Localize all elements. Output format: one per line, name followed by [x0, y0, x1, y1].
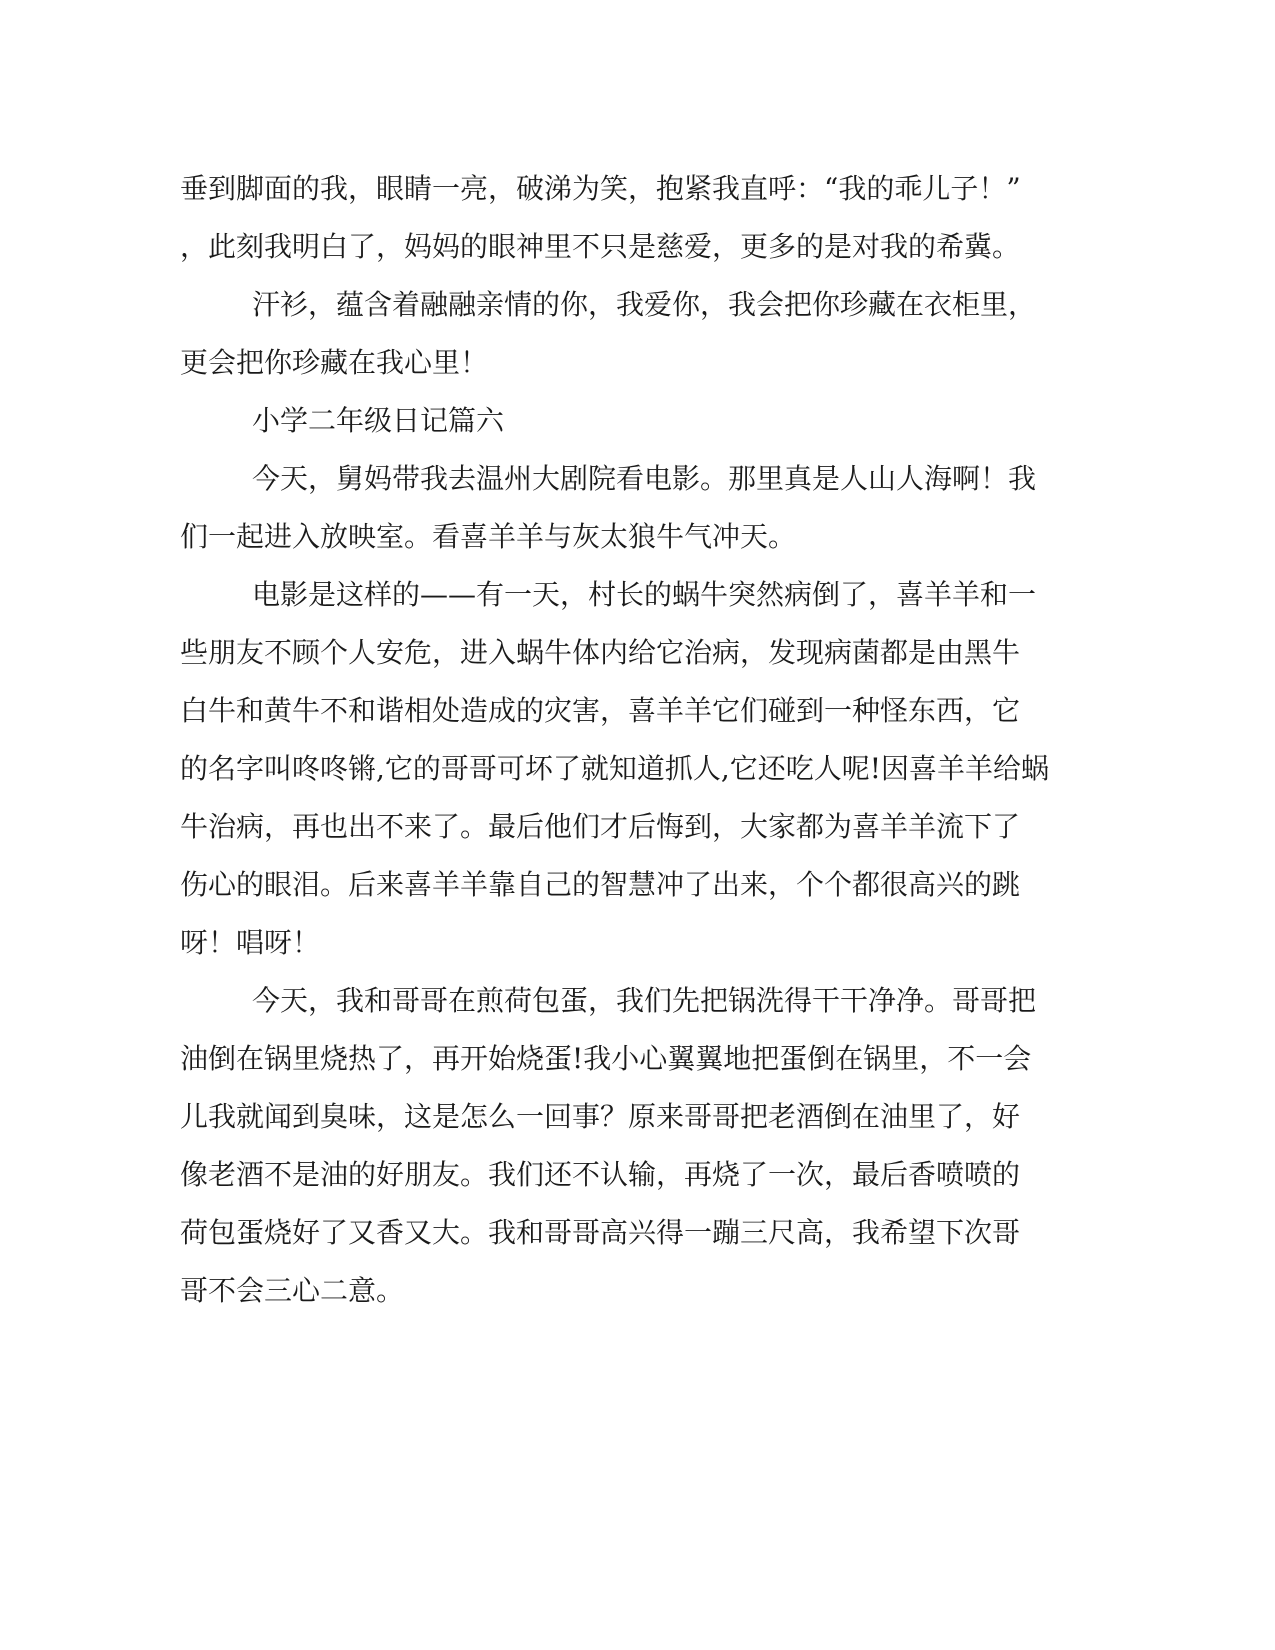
- text-line: ，此刻我明白了，妈妈的眼神里不只是慈爱，更多的是对我的希冀。: [180, 230, 1021, 263]
- text-line: 白牛和黄牛不和谐相处造成的灾害，喜羊羊它们碰到一种怪东西，它: [180, 694, 1021, 727]
- text-line: 儿我就闻到臭味，这是怎么一回事？原来哥哥把老酒倒在油里了，好: [180, 1100, 1021, 1133]
- text-line: 像老酒不是油的好朋友。我们还不认输，再烧了一次，最后香喷喷的: [180, 1158, 1021, 1191]
- text-line: 牛治病，再也出不来了。最后他们才后悔到，大家都为喜羊羊流下了: [180, 810, 1021, 843]
- text-line: 些朋友不顾个人安危，进入蜗牛体内给它治病，发现病菌都是由黑牛: [180, 636, 1021, 669]
- text-line: 垂到脚面的我，眼睛一亮，破涕为笑，抱紧我直呼：“我的乖儿子！”: [180, 172, 1021, 205]
- section-heading: 小学二年级日记篇六: [252, 404, 505, 437]
- text-line: 汗衫，蕴含着融融亲情的你，我爱你，我会把你珍藏在衣柜里，: [252, 288, 1037, 321]
- text-line: 今天，我和哥哥在煎荷包蛋，我们先把锅洗得干干净净。哥哥把: [252, 984, 1037, 1017]
- document-body: [180, 160, 1060, 1320]
- text-line: 荷包蛋烧好了又香又大。我和哥哥高兴得一蹦三尺高，我希望下次哥: [180, 1216, 1021, 1249]
- text-line: 呀！唱呀！: [180, 926, 321, 959]
- text-line: 伤心的眼泪。后来喜羊羊靠自己的智慧冲了出来，个个都很高兴的跳: [180, 868, 1021, 901]
- text-line: 油倒在锅里烧热了，再开始烧蛋!我小心翼翼地把蛋倒在锅里，不一会: [180, 1042, 1032, 1075]
- text-line: 电影是这样的——有一天，村长的蜗牛突然病倒了，喜羊羊和一: [252, 578, 1037, 611]
- text-line: 的名字叫咚咚锵,它的哥哥可坏了就知道抓人,它还吃人呢!因喜羊羊给蜗: [180, 752, 1050, 785]
- text-line: 更会把你珍藏在我心里！: [180, 346, 489, 379]
- text-line: 哥不会三心二意。: [180, 1274, 405, 1307]
- text-line: 今天，舅妈带我去温州大剧院看电影。那里真是人山人海啊！我: [252, 462, 1037, 495]
- text-line: 们一起进入放映室。看喜羊羊与灰太狼牛气冲天。: [180, 520, 797, 553]
